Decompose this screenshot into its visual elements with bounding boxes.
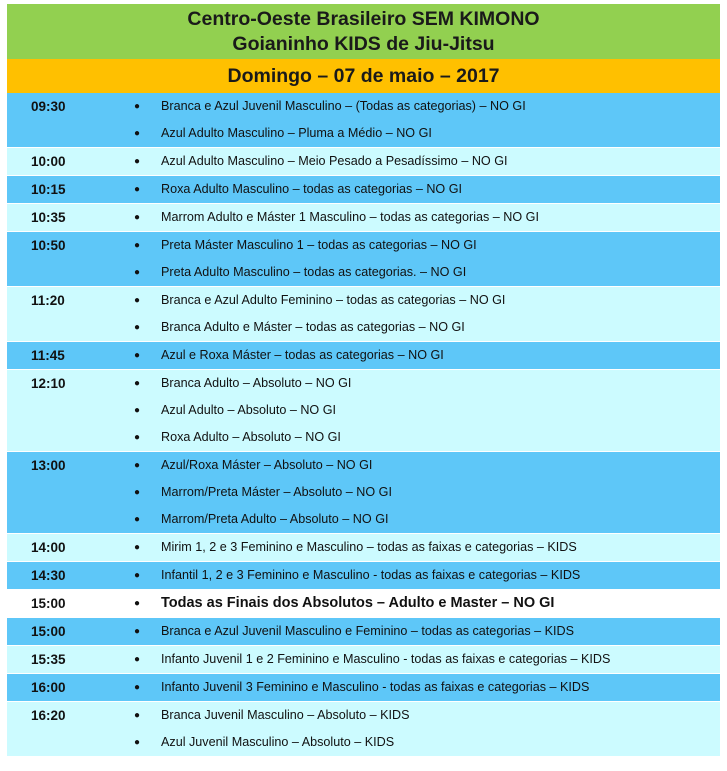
time-block [7,618,720,646]
time-block [7,342,720,370]
event-description: Roxa Adulto – Absoluto – NO GI [161,430,341,444]
event-description: Azul Adulto Masculino – Meio Pesado a Pesadíssimo – NO GI [161,154,508,168]
list-item [7,232,720,259]
time-label: 10:15 [31,182,66,197]
time-label: 11:20 [31,293,65,308]
event-description: Azul Adulto – Absoluto – NO GI [161,403,337,417]
time-block [7,590,720,618]
bullet-icon: ● [134,267,141,278]
bullet-icon: ● [134,240,141,251]
time-label: 11:45 [31,348,65,363]
schedule-sheet [7,4,720,757]
list-item [7,534,720,561]
event-description: Branca Adulto – Absoluto – NO GI [161,376,352,390]
event-date: Domingo – 07 de maio – 2017 [227,65,500,87]
list-item [7,370,720,397]
list-item [7,204,720,231]
bullet-icon: ● [134,212,141,223]
time-label: 15:00 [31,596,66,611]
event-description: Mirim 1, 2 e 3 Feminino e Masculino – todas as faixas e categorias – KIDS [161,540,577,554]
list-item [7,562,720,589]
time-label: 10:50 [31,238,66,253]
event-title: Centro-Oeste Brasileiro SEM KIMONO [187,8,540,30]
bullet-icon: ● [134,570,141,581]
list-item [7,424,720,451]
bullet-icon: ● [134,295,141,306]
time-block [7,232,720,287]
time-block [7,534,720,562]
bullet-icon: ● [134,350,141,361]
list-item [7,287,720,314]
event-description: Branca Adulto e Máster – todas as categorias – NO GI [161,320,465,334]
time-label: 10:35 [31,210,66,225]
bullet-icon: ● [134,542,141,553]
time-label: 14:00 [31,540,66,555]
list-item [7,702,720,729]
event-description: Infanto Juvenil 3 Feminino e Masculino - todas as faixas e categorias – KIDS [161,680,590,694]
list-item [7,590,720,617]
bullet-icon: ● [134,737,141,748]
time-label: 12:10 [31,376,66,391]
list-item [7,506,720,533]
time-label: 13:00 [31,458,66,473]
event-description: Infanto Juvenil 1 e 2 Feminino e Masculino - todas as faixas e categorias – KIDS [161,652,611,666]
event-description: Preta Máster Masculino 1 – todas as categorias – NO GI [161,238,477,252]
bullet-icon: ● [134,405,141,416]
time-label: 15:00 [31,624,66,639]
list-item [7,93,720,120]
event-description: Marrom/Preta Máster – Absoluto – NO GI [161,485,392,499]
list-item [7,148,720,175]
bullet-icon: ● [134,626,141,637]
time-block [7,702,720,757]
bullet-icon: ● [134,184,141,195]
bullet-icon: ● [134,322,141,333]
list-item [7,397,720,424]
event-description: Azul/Roxa Máster – Absoluto – NO GI [161,458,373,472]
bullet-icon: ● [134,460,141,471]
list-item [7,452,720,479]
time-label: 14:30 [31,568,66,583]
time-block [7,148,720,176]
list-item [7,176,720,203]
title-banner [7,4,720,59]
bullet-icon: ● [134,598,141,609]
time-label: 10:00 [31,154,66,169]
bullet-icon: ● [134,101,141,112]
list-item [7,479,720,506]
event-description: Preta Adulto Masculino – todas as categorias. – NO GI [161,265,467,279]
date-banner [7,59,720,93]
time-label: 15:35 [31,652,66,667]
list-item [7,618,720,645]
event-description: Infantil 1, 2 e 3 Feminino e Masculino - todas as faixas e categorias – KIDS [161,568,581,582]
time-block [7,93,720,148]
event-description: Todas as Finais dos Absolutos – Adulto e Master – NO GI [161,595,555,611]
time-block [7,204,720,232]
bullet-icon: ● [134,156,141,167]
event-subtitle: Goianinho KIDS de Jiu-Jitsu [232,33,495,55]
bullet-icon: ● [134,128,141,139]
bullet-icon: ● [134,682,141,693]
time-block [7,176,720,204]
bullet-icon: ● [134,514,141,525]
bullet-icon: ● [134,654,141,665]
time-block [7,562,720,590]
event-description: Azul Adulto Masculino – Pluma a Médio – NO GI [161,126,432,140]
list-item [7,342,720,369]
bullet-icon: ● [134,710,141,721]
schedule-table [7,93,720,757]
list-item [7,259,720,286]
time-label: 16:20 [31,708,66,723]
list-item [7,314,720,341]
event-description: Azul e Roxa Máster – todas as categorias – NO GI [161,348,444,362]
time-block [7,646,720,674]
event-description: Branca e Azul Juvenil Masculino – (Todas as categorias) – NO GI [161,99,526,113]
event-description: Marrom Adulto e Máster 1 Masculino – todas as categorias – NO GI [161,210,539,224]
event-description: Branca e Azul Adulto Feminino – todas as categorias – NO GI [161,293,506,307]
event-description: Branca Juvenil Masculino – Absoluto – KIDS [161,708,410,722]
event-description: Marrom/Preta Adulto – Absoluto – NO GI [161,512,389,526]
time-block [7,287,720,342]
list-item [7,646,720,673]
time-block [7,370,720,452]
bullet-icon: ● [134,487,141,498]
event-description: Roxa Adulto Masculino – todas as categorias – NO GI [161,182,463,196]
event-description: Branca e Azul Juvenil Masculino e Feminino – todas as categorias – KIDS [161,624,575,638]
time-block [7,452,720,534]
event-description: Azul Juvenil Masculino – Absoluto – KIDS [161,735,395,749]
time-label: 09:30 [31,99,66,114]
list-item [7,674,720,701]
bullet-icon: ● [134,378,141,389]
list-item [7,120,720,147]
bullet-icon: ● [134,432,141,443]
time-block [7,674,720,702]
time-label: 16:00 [31,680,66,695]
list-item [7,729,720,756]
